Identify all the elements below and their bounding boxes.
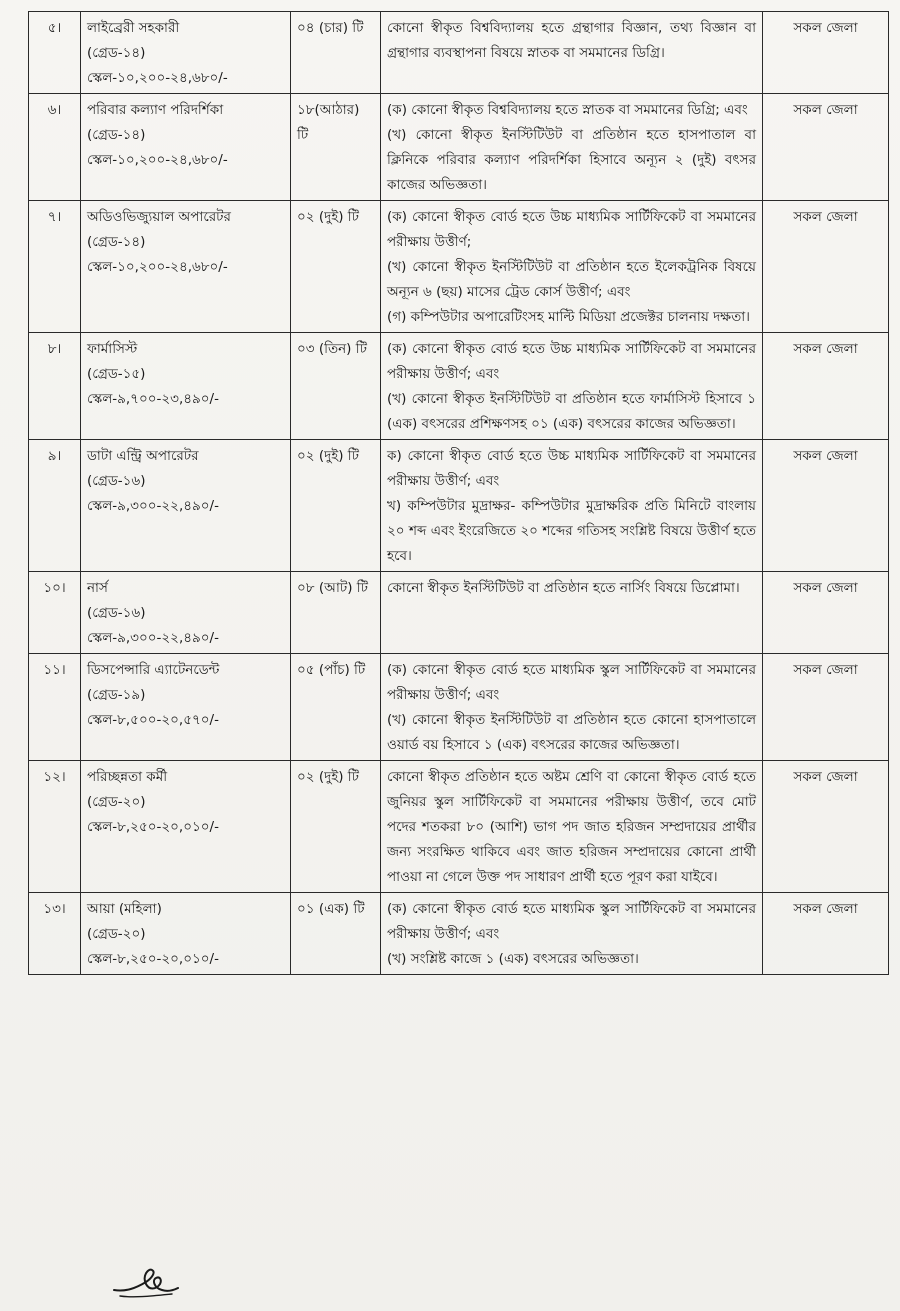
qualification-item: কোনো স্বীকৃত প্রতিষ্ঠান হতে অষ্টম শ্রেণি বা কোনো স্বীকৃত বোর্ড হতে জুনিয়র স্কুল সার্টিফিকেট বা সমমানের পরীক্ষায় উত্তীর্ণ, তবে মোট পদের শতকরা ৮০ (আশি) ভাগ পদ জাত হরিজন সম্প্রদায়ের প্রার্থীর জন্য সংরক্ষিত থাকিবে এবং জাত হরিজন সম্প্রদায়ের কোনো প্রার্থী পাওয়া না গেলে উক্ত পদ সাধারণ প্রার্থী হতে পূরণ করা যাইবে। [387,769,756,885]
post-name: লাইব্রেরী সহকারী [87,20,180,36]
job-posts-table [28,11,889,975]
qualification-item: খ) কম্পিউটার মুদ্রাক্ষর- কম্পিউটার মুদ্রাক্ষরিক প্রতি মিনিটে বাংলায় ২০ শব্দ এবং ইংরেজিতে ২০ শব্দের গতিসহ সংশ্লিষ্ট বিষয়ে উত্তীর্ণ হতে হবে। [387,498,756,564]
qualification-cell [381,94,763,201]
pay-scale: স্কেল-৯,৩০০-২২,৪৯০/- [87,498,219,514]
qualification-item: (ক) কোনো স্বীকৃত বোর্ড হতে মাধ্যমিক স্কুল সার্টিফিকেট বা সমমানের পরীক্ষায় উত্তীর্ণ; এবং [387,662,756,703]
post-count-cell [291,12,381,94]
serial-number-cell [29,440,81,572]
serial-number: ৫। [47,20,62,36]
qualification-item: (ক) কোনো স্বীকৃত বিশ্ববিদ্যালয় হতে স্নাতক বা সমমানের ডিগ্রি; এবং [387,102,748,118]
serial-number-cell [29,893,81,975]
qualification-item: (ক) কোনো স্বীকৃত বোর্ড হতে উচ্চ মাধ্যমিক সার্টিফিকেট বা সমমানের পরীক্ষায় উত্তীর্ণ; [387,209,756,250]
serial-number-cell [29,94,81,201]
post-count: ১৮(আঠার) টি [297,102,360,143]
qualification-item: (খ) কোনো স্বীকৃত ইনস্টিটিউট বা প্রতিষ্ঠান হতে হাসপাতাল বা ক্লিনিকে পরিবার কল্যাণ পরিদর্শিকা হিসাবে অন্যূন ২ (দুই) বৎসর কাজের অভিজ্ঞতা। [387,127,756,193]
post-count: ০২ (দুই) টি [297,209,360,225]
table-row [29,12,889,94]
serial-number-cell [29,572,81,654]
post-cell [81,333,291,440]
qualification-cell [381,12,763,94]
post-name: ডাটা এন্ট্রি অপারেটর [87,448,199,464]
table-row [29,333,889,440]
post-name: পরিচ্ছন্নতা কর্মী [87,769,168,785]
qualification-item: (খ) কোনো স্বীকৃত ইনস্টিটিউট বা প্রতিষ্ঠান হতে ইলেকট্রনিক বিষয়ে অন্যূন ৬ (ছয়) মাসের ট্রেড কোর্স উত্তীর্ণ; এবং [387,259,756,300]
district-quota: সকল জেলা [793,341,858,357]
post-grade: (গ্রেড-২০) [87,794,146,810]
district-quota: সকল জেলা [793,662,858,678]
serial-number: ১২। [43,769,66,785]
serial-number-cell [29,201,81,333]
district-quota: সকল জেলা [793,20,858,36]
post-count: ০১ (এক) টি [297,901,365,917]
post-count: ০২ (দুই) টি [297,769,360,785]
pay-scale: স্কেল-৮,২৫০-২০,০১০/- [87,951,219,967]
pay-scale: স্কেল-১০,২০০-২৪,৬৮০/- [87,70,228,86]
post-count: ০৩ (তিন) টি [297,341,367,357]
qualification-item: (খ) কোনো স্বীকৃত ইনস্টিটিউট বা প্রতিষ্ঠান হতে কোনো হাসপাতালে ওয়ার্ড বয় হিসাবে ১ (এক) বৎসরের কাজের অভিজ্ঞতা। [387,712,756,753]
post-grade: (গ্রেড-১৬) [87,605,146,621]
post-grade: (গ্রেড-১৬) [87,473,146,489]
serial-number-cell [29,333,81,440]
district-cell [763,12,889,94]
district-quota: সকল জেলা [793,209,858,225]
qualification-item: কোনো স্বীকৃত ইনস্টিটিউট বা প্রতিষ্ঠান হতে নার্সিং বিষয়ে ডিপ্লোমা। [387,580,740,596]
post-count: ০৮ (আট) টি [297,580,368,596]
qualification-item: (গ) কম্পিউটার অপারেটিংসহ মাল্টি মিডিয়া প্রজেক্টর চালনায় দক্ষতা। [387,309,750,325]
post-cell [81,201,291,333]
serial-number-cell [29,761,81,893]
post-grade: (গ্রেড-১৯) [87,687,146,703]
pay-scale: স্কেল-৯,৩০০-২২,৪৯০/- [87,630,219,646]
post-grade: (গ্রেড-২০) [87,926,146,942]
table-row [29,761,889,893]
qualification-cell [381,761,763,893]
post-grade: (গ্রেড-১৫) [87,366,146,382]
post-count-cell [291,94,381,201]
serial-number: ১৩। [43,901,66,917]
qualification-cell [381,572,763,654]
pay-scale: স্কেল-৯,৭০০-২৩,৪৯০/- [87,391,219,407]
post-count: ০৫ (পাঁচ) টি [297,662,366,678]
pay-scale: স্কেল-৮,৫০০-২০,৫৭০/- [87,712,219,728]
district-cell [763,440,889,572]
pay-scale: স্কেল-১০,২০০-২৪,৬৮০/- [87,152,228,168]
district-cell [763,893,889,975]
district-cell [763,201,889,333]
district-cell [763,333,889,440]
post-count-cell [291,572,381,654]
table-row [29,440,889,572]
district-quota: সকল জেলা [793,769,858,785]
qualification-item: (খ) কোনো স্বীকৃত ইনস্টিটিউট বা প্রতিষ্ঠান হতে ফার্মাসিস্ট হিসাবে ১ (এক) বৎসরের প্রশিক্ষণসহ ০১ (এক) বৎসরের কাজের অভিজ্ঞতা। [387,391,756,432]
pay-scale: স্কেল-১০,২০০-২৪,৬৮০/- [87,259,228,275]
qualification-cell [381,440,763,572]
signature [112,1262,182,1302]
post-count: ০২ (দুই) টি [297,448,360,464]
post-cell [81,94,291,201]
serial-number: ৯। [47,448,62,464]
qualification-item: (খ) সংশ্লিষ্ট কাজে ১ (এক) বৎসরের অভিজ্ঞতা। [387,951,639,967]
post-count: ০৪ (চার) টি [297,20,364,36]
post-name: পরিবার কল্যাণ পরিদর্শিকা [87,102,224,118]
district-quota: সকল জেলা [793,102,858,118]
post-cell [81,572,291,654]
post-count-cell [291,201,381,333]
post-count-cell [291,893,381,975]
qualification-item: ক) কোনো স্বীকৃত বোর্ড হতে উচ্চ মাধ্যমিক সার্টিফিকেট বা সমমানের পরীক্ষায় উত্তীর্ণ; এবং [387,448,756,489]
serial-number: ৮। [47,341,62,357]
district-quota: সকল জেলা [793,901,858,917]
district-cell [763,572,889,654]
district-cell [763,761,889,893]
post-grade: (গ্রেড-১৪) [87,234,146,250]
table-row [29,94,889,201]
post-cell [81,893,291,975]
post-name: ডিসপেন্সারি এ্যাটেনডেন্ট [87,662,220,678]
qualification-cell [381,201,763,333]
table-row [29,893,889,975]
serial-number: ১০। [43,580,66,596]
table-row [29,654,889,761]
post-cell [81,440,291,572]
serial-number: ৬। [47,102,62,118]
post-grade: (গ্রেড-১৪) [87,45,146,61]
post-count-cell [291,761,381,893]
qualification-item: কোনো স্বীকৃত বিশ্ববিদ্যালয় হতে গ্রন্থাগার বিজ্ঞান, তথ্য বিজ্ঞান বা গ্রন্থাগার ব্যবস্থাপনা বিষয়ে স্নাতক বা সমমানের ডিগ্রি। [387,20,756,61]
post-name: ফার্মাসিস্ট [87,341,138,357]
post-grade: (গ্রেড-১৪) [87,127,146,143]
district-quota: সকল জেলা [793,580,858,596]
district-cell [763,654,889,761]
district-quota: সকল জেলা [793,448,858,464]
post-cell [81,654,291,761]
serial-number: ৭। [47,209,62,225]
serial-number-cell [29,12,81,94]
table-row [29,572,889,654]
post-name: আয়া (মহিলা) [87,901,162,917]
district-cell [763,94,889,201]
post-count-cell [291,654,381,761]
post-cell [81,761,291,893]
post-count-cell [291,333,381,440]
table-body [29,12,889,975]
qualification-cell [381,893,763,975]
qualification-item: (ক) কোনো স্বীকৃত বোর্ড হতে মাধ্যমিক স্কুল সার্টিফিকেট বা সমমানের পরীক্ষায় উত্তীর্ণ; এবং [387,901,756,942]
qualification-item: (ক) কোনো স্বীকৃত বোর্ড হতে উচ্চ মাধ্যমিক সার্টিফিকেট বা সমমানের পরীক্ষায় উত্তীর্ণ; এবং [387,341,756,382]
pay-scale: স্কেল-৮,২৫০-২০,০১০/- [87,819,219,835]
qualification-cell [381,333,763,440]
post-count-cell [291,440,381,572]
post-name: নার্স [87,580,108,596]
serial-number-cell [29,654,81,761]
qualification-cell [381,654,763,761]
table-row [29,201,889,333]
post-name: অডিওভিজ্যুয়াল অপারেটর [87,209,231,225]
serial-number: ১১। [43,662,66,678]
post-cell [81,12,291,94]
